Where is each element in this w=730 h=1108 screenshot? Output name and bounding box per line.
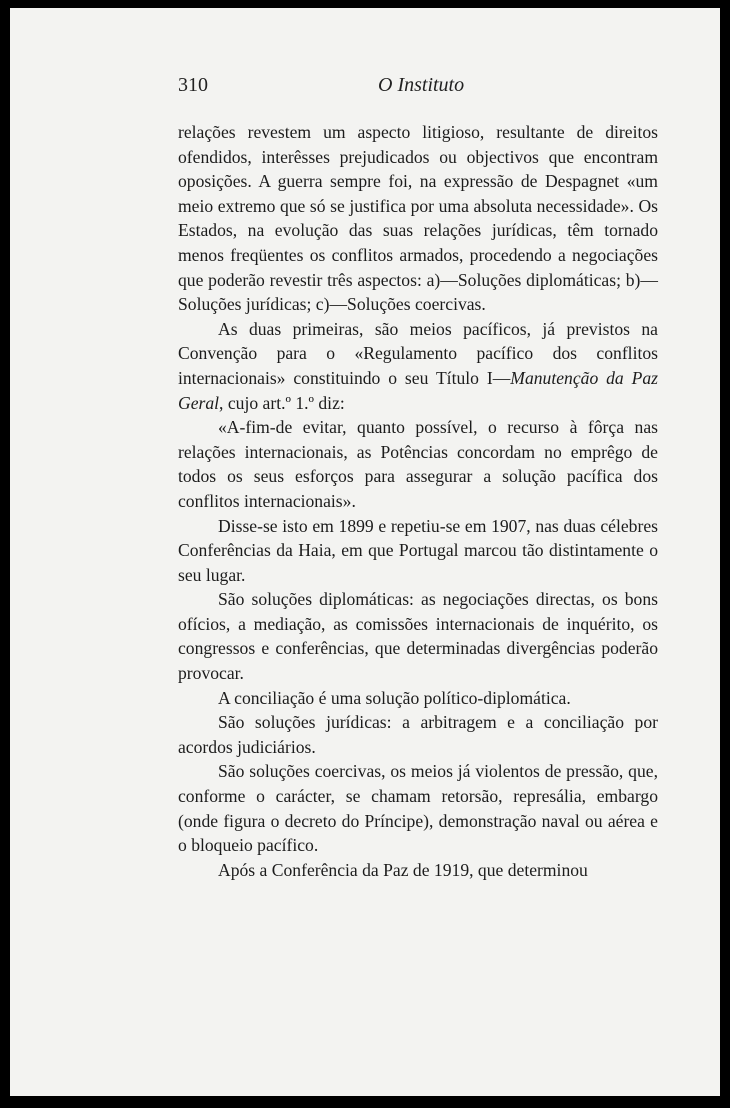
paragraph-7: São soluções jurídicas: a arbitragem e a conciliação por acordos judiciários. [178,712,658,757]
page [10,8,720,1096]
paragraph-5: São soluções diplomáticas: as negociações directas, os bons ofícios, a mediação, as comissões internacionais de inquérito, os congressos e conferências, que determinadas divergências poderão provocar. [178,589,658,684]
paragraph-2-italic-title: Manutenção da Paz Geral [178,367,658,413]
paragraph-2 [178,317,658,415]
paragraph-8: São soluções coercivas, os meios já violentos de pressão, que, conforme o carácter, se chamam retorsão, represália, embargo (onde figura o decreto do Príncipe), demonstração naval ou aérea e o bloqueio pacífico. [178,761,658,856]
journal-title: O Instituto [378,74,465,96]
paragraph-1: relações revestem um aspecto litigioso, resultante de direitos ofendidos, interêsses prejudicados ou objectivos que encontram oposições. A guerra sempre foi, na expressão de Despagnet «um meio extremo que só se justifica por uma absoluta necessidade». Os Estados, na evolução das suas relações jurídicas, têm tornado menos freqüentes os conflitos armados, procedendo a negociações que poderão revestir três aspectos: a)—Soluções diplomáticas; b)—Soluções jurídicas; c)—Soluções coercivas. [178,122,658,315]
page-number: 310 [178,74,208,96]
paragraph-3-quotation: «A-fim-de evitar, quanto possível, o recurso à fôrça nas relações internacionais, as Potências concordam no emprêgo de todos os seus esforços para assegurar a solução pacífica dos conflitos internacionais». [178,417,658,511]
body-text [178,120,658,882]
paragraph-2-text: As duas primeiras, são meios pacíficos, já previstos na Convenção para o «Regulamento pacífico dos conflitos internacionais» constituindo o seu Título I— [178,318,658,388]
paragraph-2-text-end: , cujo art.º 1.º diz: [219,392,345,413]
paragraph-9: Após a Conferência da Paz de 1919, que determinou [218,859,588,880]
paragraph-6: A conciliação é uma solução político-diplomática. [218,687,571,708]
paragraph-4: Disse-se isto em 1899 e repetiu-se em 1907, nas duas célebres Conferências da Haia, em que Portugal marcou tão distintamente o seu lugar. [178,515,658,585]
